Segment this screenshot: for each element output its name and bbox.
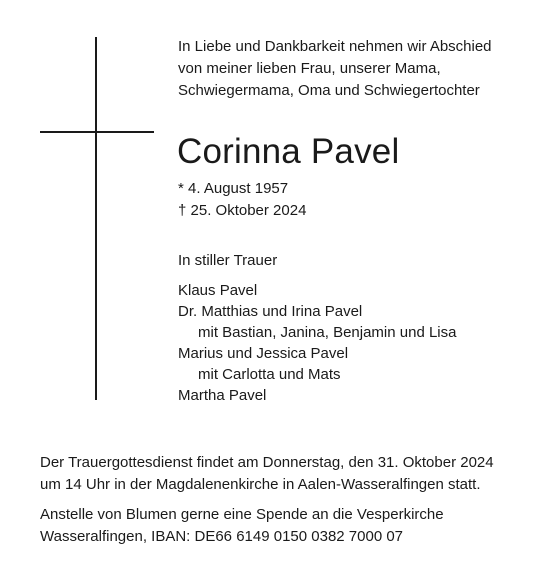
life-dates xyxy=(178,178,306,222)
intro-line: Schwiegermama, Oma und Schwiegertochter xyxy=(178,82,480,99)
intro-line: In Liebe und Dankbarkeit nehmen wir Abschied xyxy=(178,38,492,55)
family-list xyxy=(178,280,456,406)
family-member: Dr. Matthias und Irina Pavel xyxy=(178,303,363,320)
family-member-children: mit Carlotta und Mats xyxy=(198,366,341,383)
death-date: † 25. Oktober 2024 xyxy=(178,202,307,219)
family-member: Klaus Pavel xyxy=(178,282,258,299)
service-info xyxy=(40,452,540,496)
cross-horizontal-bar xyxy=(40,131,154,133)
deceased-name: Corinna Pavel xyxy=(177,132,400,171)
family-member: Marius und Jessica Pavel xyxy=(178,345,349,362)
mourning-heading: In stiller Trauer xyxy=(178,252,278,269)
family-member: Martha Pavel xyxy=(178,387,267,404)
intro-line: von meiner lieben Frau, unserer Mama, xyxy=(178,60,441,77)
donation-line: Wasseralfingen, IBAN: DE66 6149 0150 0382 7000 07 xyxy=(40,528,404,545)
donation-line: Anstelle von Blumen gerne eine Spende an die Vesperkirche xyxy=(40,506,444,523)
birth-date: * 4. August 1957 xyxy=(178,180,289,197)
donation-info xyxy=(40,504,540,548)
intro-text xyxy=(178,36,538,102)
cross-vertical-bar xyxy=(95,37,97,400)
family-member-children: mit Bastian, Janina, Benjamin und Lisa xyxy=(198,324,457,341)
service-line: Der Trauergottesdienst findet am Donnerstag, den 31. Oktober 2024 xyxy=(40,454,494,471)
service-line: um 14 Uhr in der Magdalenenkirche in Aalen-Wasseralfingen statt. xyxy=(40,476,481,493)
